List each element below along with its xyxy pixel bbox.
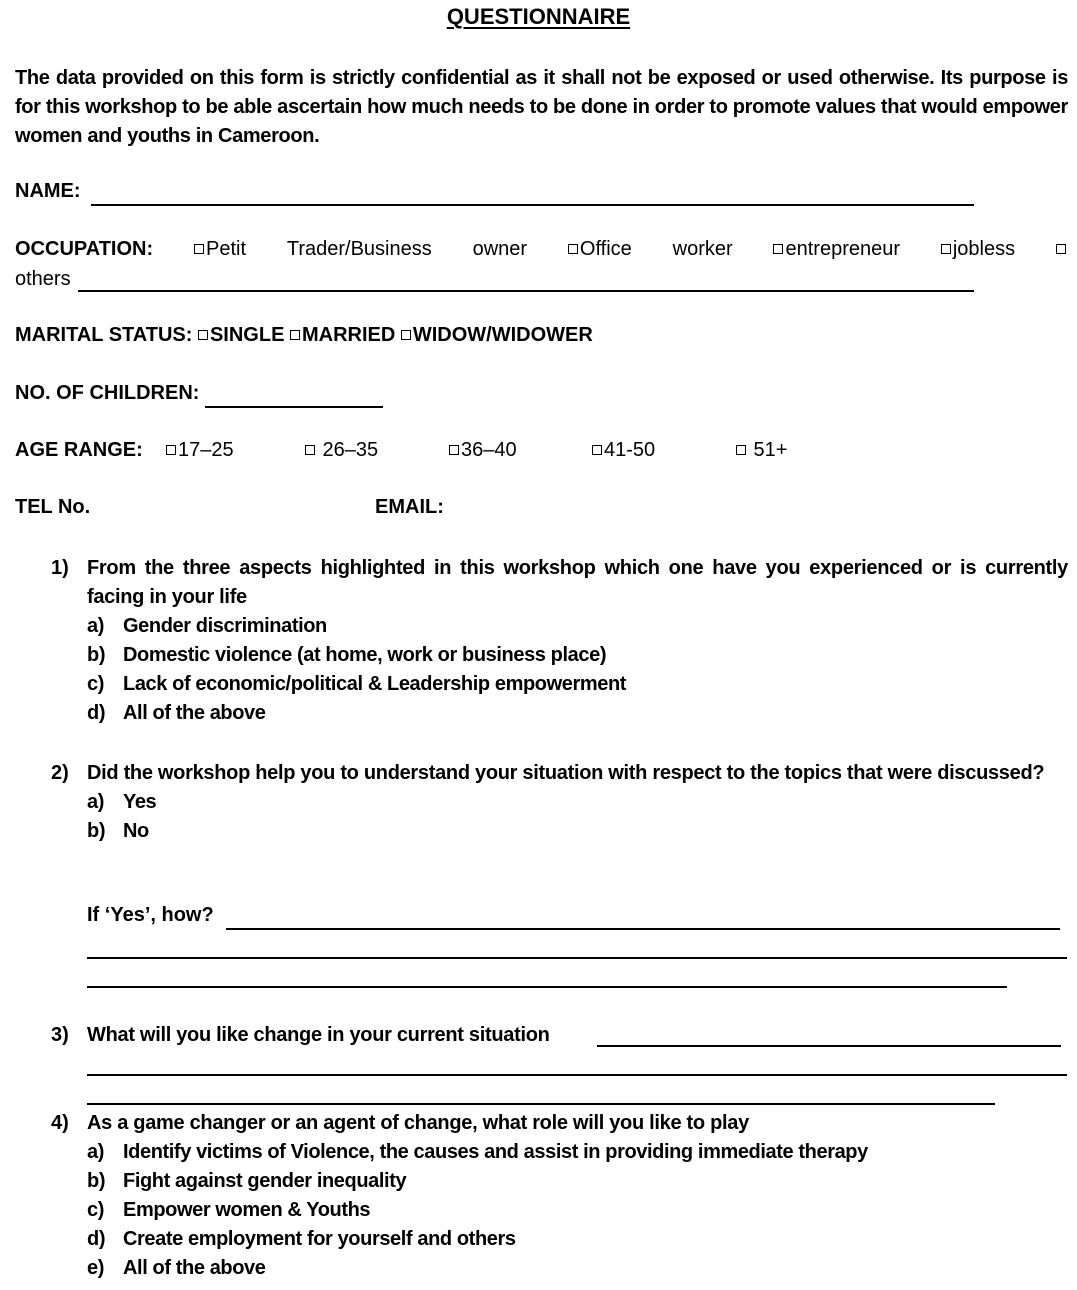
children-label: NO. OF CHILDREN: — [15, 382, 200, 404]
occupation-option-petit-trader[interactable]: Petit — [194, 238, 246, 261]
occupation-label: OCCUPATION: — [15, 238, 154, 260]
answer-option[interactable]: e) All of the above — [87, 1257, 266, 1279]
question-text: Did the workshop help you to understand your situation with respect to the topics that were discussed? — [87, 762, 1045, 784]
checkbox-icon[interactable] — [773, 244, 783, 254]
question-number: 2) — [51, 762, 69, 784]
question-text: What will you like change in your current situation — [87, 1024, 550, 1046]
answer-option[interactable]: a) Gender discrimination — [87, 615, 327, 637]
answer-option[interactable]: b) Domestic violence (at home, work or business place) — [87, 644, 607, 666]
checkbox-icon[interactable] — [941, 244, 951, 254]
marital-option-single[interactable]: SINGLE — [198, 324, 284, 346]
answer-option[interactable]: d) All of the above — [87, 702, 266, 724]
occupation-others-label: others — [15, 268, 71, 290]
name-field-row — [15, 180, 81, 203]
tel-label: TEL No. — [15, 496, 91, 518]
email-label: EMAIL: — [375, 496, 444, 518]
question-number: 4) — [51, 1112, 69, 1134]
question-4 — [51, 1109, 1068, 1283]
occupation-option-office-worker[interactable]: Office — [568, 238, 632, 261]
followup-label: If ‘Yes’, how? — [87, 904, 214, 926]
age-option-26-35[interactable]: 26–35 — [305, 439, 378, 462]
answer-option[interactable]: c) Empower women & Youths — [87, 1199, 371, 1221]
checkbox-icon[interactable] — [568, 244, 578, 254]
question-number: 3) — [51, 1024, 69, 1046]
marital-status-label: MARITAL STATUS: — [15, 324, 193, 346]
q3-input-line-2[interactable] — [87, 1074, 1067, 1076]
age-option-36-40[interactable]: 36–40 — [449, 439, 517, 462]
occupation-option-text: Trader/Business — [286, 238, 432, 260]
name-label: NAME: — [15, 180, 81, 202]
children-input-line[interactable] — [205, 406, 383, 408]
answer-option[interactable]: d) Create employment for yourself and others — [87, 1228, 516, 1250]
occupation-field — [15, 238, 1068, 261]
answer-option[interactable]: b) No — [87, 820, 149, 842]
question-text: As a game changer or an agent of change, what role will you like to play — [87, 1112, 749, 1134]
q3-input-line-3[interactable] — [87, 1103, 995, 1105]
followup-input-line-2[interactable] — [87, 957, 1067, 959]
occupation-option-text: worker — [672, 238, 733, 260]
followup-input-line-1[interactable] — [226, 928, 1060, 930]
answer-option[interactable]: a) Identify victims of Violence, the causes and assist in providing immediate therapy — [87, 1141, 868, 1163]
checkbox-icon[interactable] — [166, 445, 176, 455]
question-number: 1) — [51, 557, 69, 579]
answer-option[interactable]: c) Lack of economic/political & Leadership empowerment — [87, 673, 627, 695]
occupation-option-jobless[interactable]: jobless — [941, 238, 1015, 261]
occupation-option-others-checkbox[interactable] — [1056, 238, 1068, 261]
question-text: From the three aspects highlighted in this workshop which one have you experienced or is currently facing in your life — [87, 557, 1068, 608]
checkbox-icon[interactable] — [592, 445, 602, 455]
checkbox-icon[interactable] — [305, 445, 315, 455]
answer-option[interactable]: a) Yes — [87, 791, 157, 813]
name-input-line[interactable] — [91, 204, 974, 206]
title-text: QUESTIONNAIRE — [446, 4, 631, 29]
marital-status-field — [15, 324, 593, 347]
children-field — [15, 382, 199, 405]
intro-paragraph: The data provided on this form is strictly confidential as it shall not be exposed or used otherwise. Its purpose is for this workshop to be able ascertain how much needs to be done in order to promote values that would empower women and youths in Cameroon. — [15, 67, 1068, 147]
answer-option[interactable]: b) Fight against gender inequality — [87, 1170, 407, 1192]
occupation-option-text: owner — [472, 238, 528, 260]
checkbox-icon[interactable] — [194, 244, 204, 254]
marital-option-widow[interactable]: WIDOW/WIDOWER — [401, 324, 593, 346]
marital-option-married[interactable]: MARRIED — [290, 324, 395, 346]
age-range-label: AGE RANGE: — [15, 439, 143, 461]
q3-input-line-1[interactable] — [597, 1045, 1061, 1047]
checkbox-icon[interactable] — [290, 330, 300, 340]
occupation-option-entrepreneur[interactable]: entrepreneur — [773, 238, 900, 261]
age-option-17-25[interactable]: 17–25 — [166, 439, 234, 462]
age-option-51-plus[interactable]: 51+ — [736, 439, 787, 462]
checkbox-icon[interactable] — [401, 330, 411, 340]
checkbox-icon[interactable] — [1056, 244, 1066, 254]
checkbox-icon[interactable] — [198, 330, 208, 340]
checkbox-icon[interactable] — [736, 445, 746, 455]
followup-input-line-3[interactable] — [87, 986, 1007, 988]
occupation-others-input-line[interactable] — [78, 290, 974, 292]
page-title — [0, 4, 1077, 30]
age-option-41-50[interactable]: 41-50 — [592, 439, 655, 462]
question-1 — [51, 554, 1068, 728]
checkbox-icon[interactable] — [449, 445, 459, 455]
question-2 — [51, 759, 1068, 846]
